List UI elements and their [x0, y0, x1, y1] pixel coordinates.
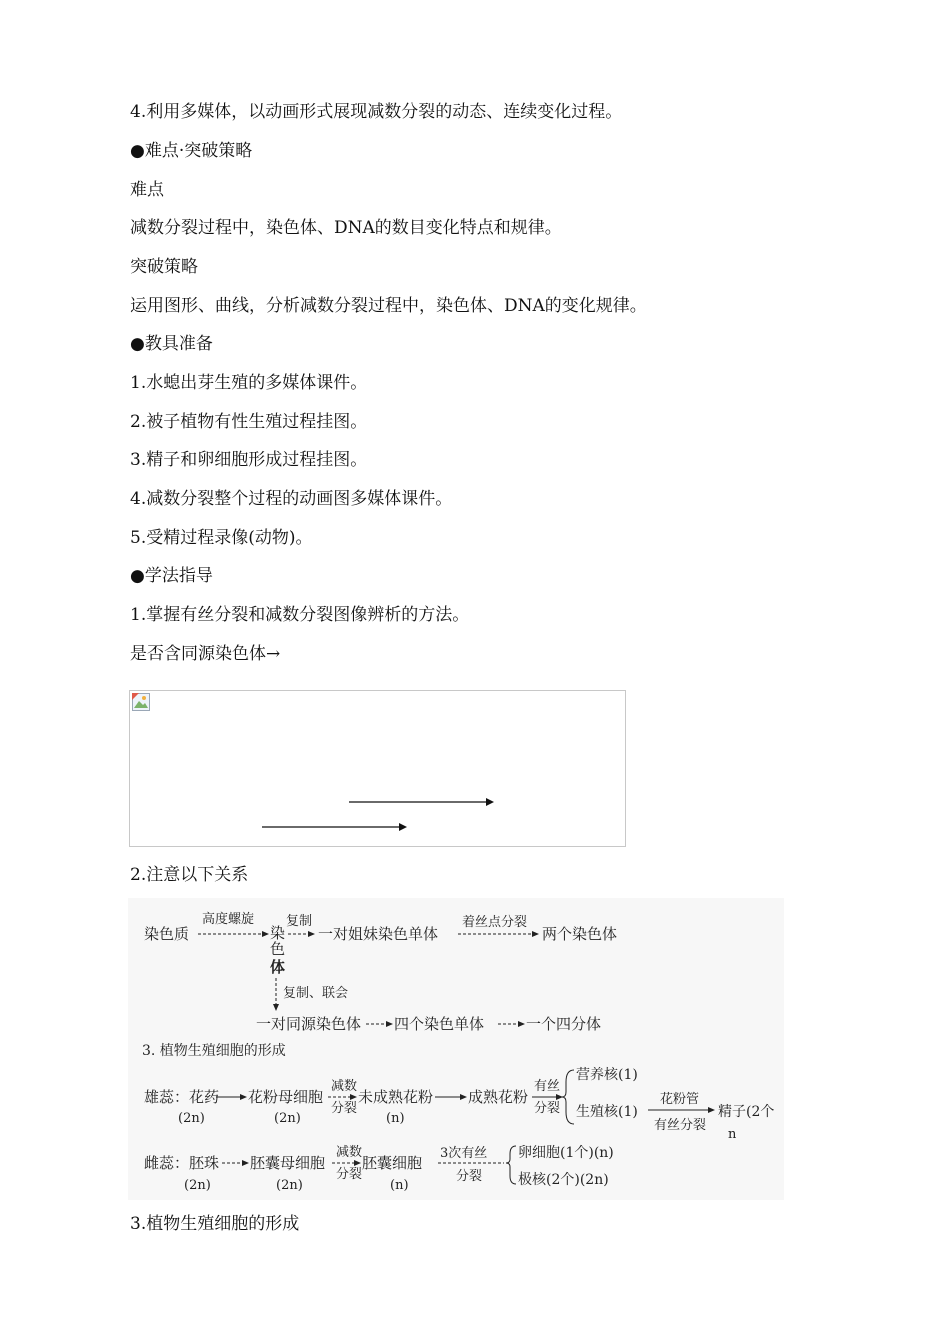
- label-meiosis-bottom: 分裂: [331, 1101, 358, 1116]
- label-meiosis2-bottom: 分裂: [336, 1167, 363, 1182]
- label-meiosis-top: 减数: [331, 1079, 358, 1094]
- node-chromatin: 染色质: [144, 925, 190, 943]
- node-embryo-sac-cell: 胚囊细胞: [362, 1154, 423, 1172]
- paragraph-difficulty: 减数分裂过程中，染色体、DNA的数目变化特点和规律。: [130, 218, 562, 238]
- list-item-guide-1: 1.掌握有丝分裂和减数分裂图像辨析的方法。: [130, 605, 470, 625]
- ploidy-embryo-sac-mother: (2n): [276, 1178, 303, 1193]
- list-item-guide-2: 2.注意以下关系: [130, 865, 249, 885]
- label-centromere-division: 着丝点分裂: [462, 915, 528, 930]
- relationship-diagram: [128, 898, 784, 1200]
- list-item-aid-3: 3.精子和卵细胞形成过程挂图。: [130, 450, 368, 470]
- node-polar-nuclei: 极核(2个)(2n): [518, 1172, 609, 1188]
- node-sperm: 精子(2个: [718, 1104, 775, 1120]
- node-mature-pollen: 成熟花粉: [468, 1088, 529, 1106]
- heading-learning-guide: ●学法指导: [130, 566, 213, 586]
- heading-difficulty-strategy: ●难点·突破策略: [130, 141, 253, 161]
- paragraph-strategy: 运用图形、曲线，分析减数分裂过程中，染色体、DNA的变化规律。: [130, 296, 647, 316]
- label-meiosis2-top: 减数: [336, 1145, 363, 1160]
- label-strategy: 突破策略: [130, 257, 198, 277]
- list-item-aid-5: 5.受精过程录像(动物)。: [130, 528, 313, 548]
- diagram-section-title: 3. 植物生殖细胞的形成: [142, 1043, 286, 1059]
- node-chromosome-char1: 染: [270, 924, 286, 942]
- node-generative-nucleus: 生殖核(1): [576, 1104, 638, 1120]
- node-homologous-pair: 一对同源染色体: [256, 1015, 362, 1033]
- node-embryo-sac-mother-cell: 胚囊母细胞: [250, 1154, 326, 1172]
- node-two-chromosomes: 两个染色体: [542, 925, 618, 943]
- node-chromosome-char3: 体: [270, 958, 286, 976]
- label-three-mitosis-top: 3次有丝: [440, 1146, 488, 1161]
- node-egg-cell: 卵细胞(1个)(n): [518, 1145, 614, 1161]
- ploidy-embryo-sac: (n): [390, 1178, 409, 1193]
- paragraph-homologous-question: 是否含同源染色体→: [130, 644, 281, 664]
- ploidy-ovule: (2n): [184, 1178, 211, 1193]
- ploidy-immature-pollen: (n): [386, 1111, 405, 1126]
- node-tetrad: 一个四分体: [526, 1015, 602, 1033]
- node-vegetative-nucleus: 营养核(1): [576, 1067, 638, 1083]
- node-sister-chromatids: 一对姐妹染色单体: [318, 925, 439, 943]
- list-item-aid-4: 4.减数分裂整个过程的动画图多媒体课件。: [130, 489, 453, 509]
- ploidy-pollen-mother: (2n): [274, 1111, 301, 1126]
- label-high-coil: 高度螺旋: [202, 912, 255, 927]
- node-chromosome-char2: 色: [270, 940, 286, 958]
- label-pollen-tube: 花粉管: [660, 1092, 700, 1107]
- heading-plant-reproductive-cells: 3.植物生殖细胞的形成: [130, 1214, 300, 1234]
- paragraph-multimedia: 4.利用多媒体，以动画形式展现减数分裂的动态、连续变化过程。: [130, 102, 623, 122]
- arrow-upper: [349, 796, 495, 808]
- label-mitosis-2: 有丝分裂: [654, 1118, 707, 1133]
- node-stamen-anther: 雄蕊：花药: [144, 1088, 220, 1106]
- ploidy-sperm: n: [728, 1127, 737, 1142]
- label-difficulty: 难点: [130, 180, 164, 200]
- node-pollen-mother-cell: 花粉母细胞: [248, 1088, 324, 1106]
- list-item-aid-2: 2.被子植物有性生殖过程挂图。: [130, 412, 368, 432]
- node-four-chromatids: 四个染色单体: [394, 1015, 485, 1033]
- node-pistil-ovule: 雌蕊：胚珠: [144, 1154, 220, 1172]
- broken-image-frame: [129, 690, 626, 847]
- heading-teaching-aids: ●教具准备: [130, 334, 213, 354]
- ploidy-anther: (2n): [178, 1111, 205, 1126]
- list-item-aid-1: 1.水螅出芽生殖的多媒体课件。: [130, 373, 368, 393]
- broken-image-icon: [132, 693, 150, 711]
- label-replicate: 复制: [286, 914, 313, 929]
- arrow-lower: [262, 821, 408, 833]
- label-three-mitosis-bottom: 分裂: [456, 1169, 483, 1184]
- label-mitosis-top: 有丝: [534, 1079, 561, 1094]
- label-replicate-synapsis: 复制、联会: [283, 986, 349, 1001]
- label-mitosis-bottom: 分裂: [534, 1101, 561, 1116]
- node-immature-pollen: 未成熟花粉: [358, 1088, 434, 1106]
